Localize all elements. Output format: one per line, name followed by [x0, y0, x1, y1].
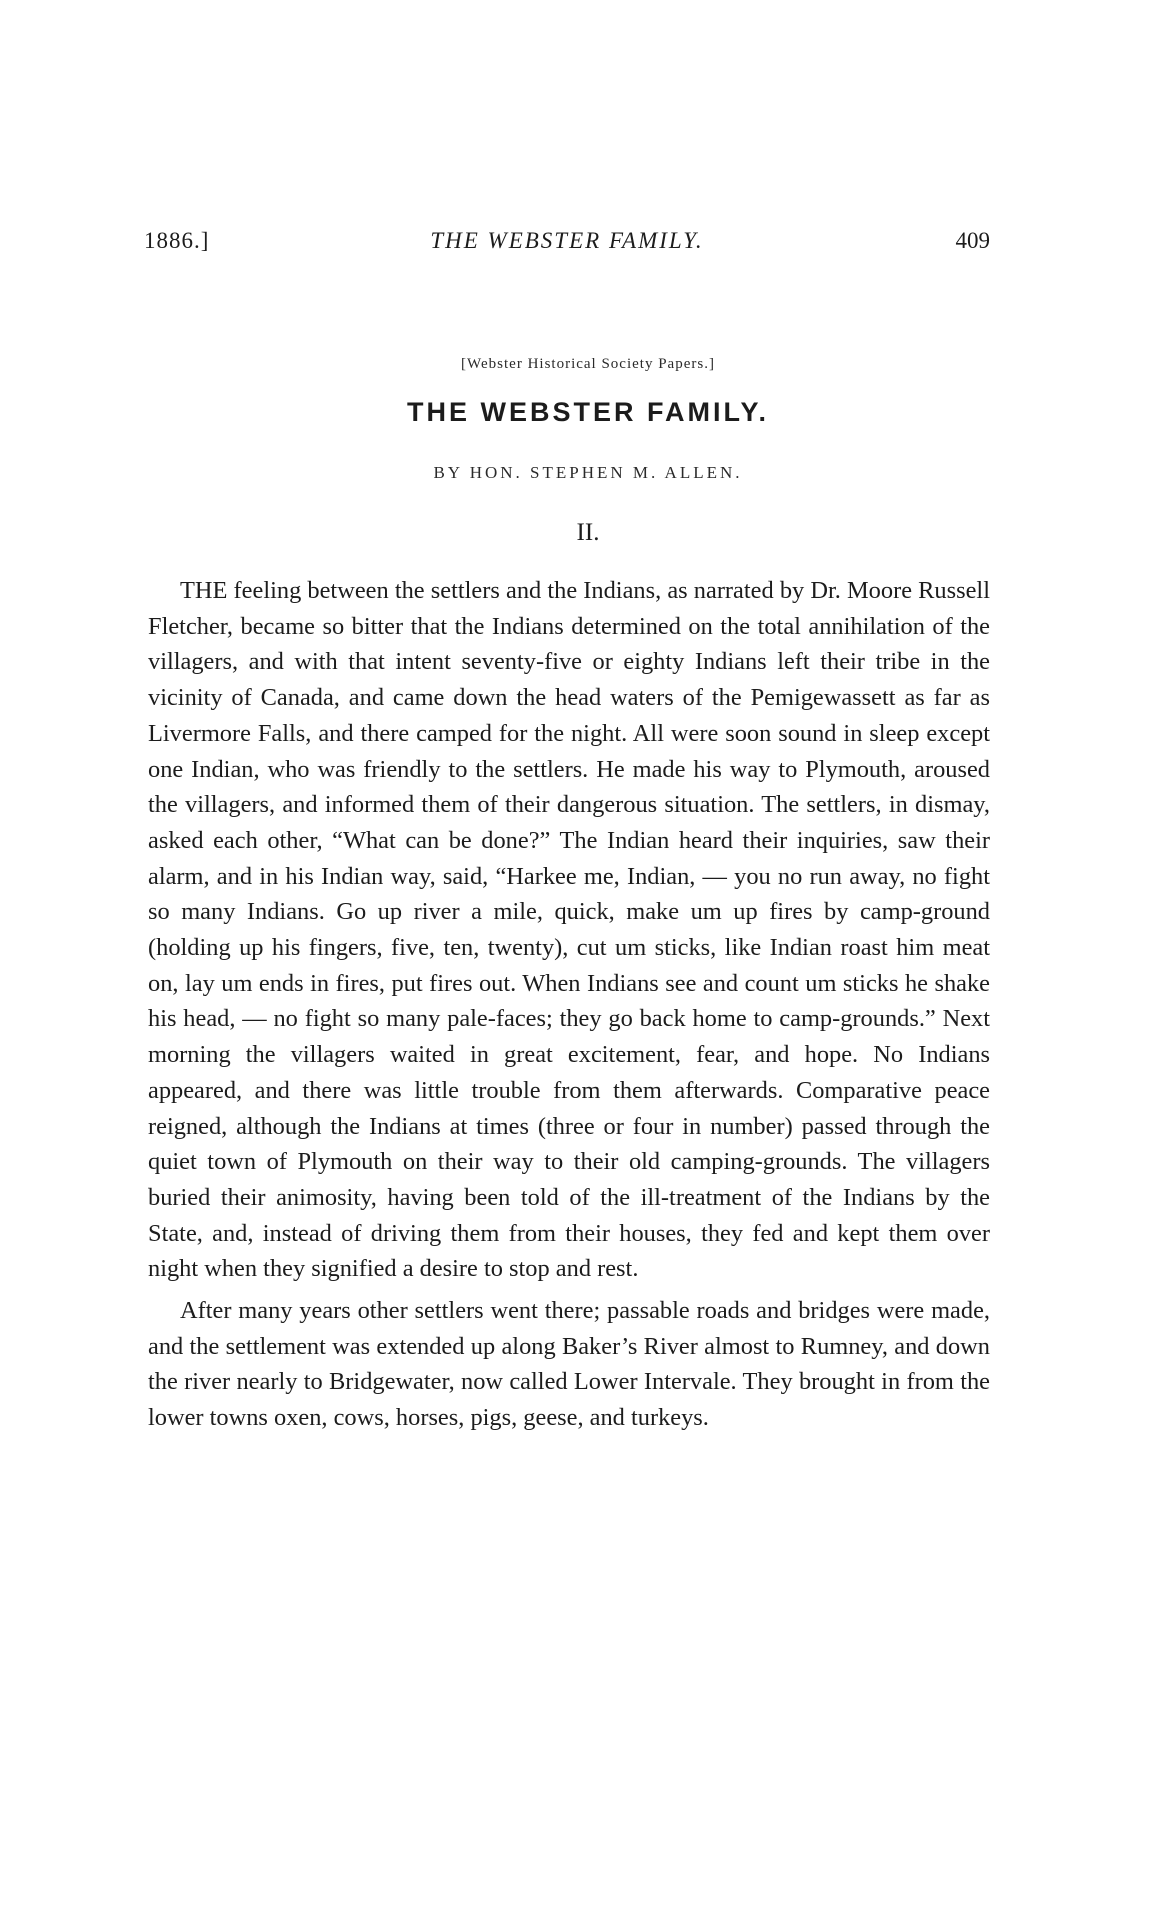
byline: BY HON. STEPHEN M. ALLEN.	[433, 463, 743, 482]
running-head	[144, 228, 990, 262]
page-number: 409	[955, 228, 990, 253]
paragraph-2: After many years other settlers went there; passable roads and bridges were made, and the settlement was extended up along Baker’s River almost to Rumney, and down the river nearly to Bridgewater, now called Lower Intervale. They brought in from the lower towns oxen, cows, horses, pigs, geese, and turkeys.	[148, 1297, 990, 1432]
paragraph-1: THE feeling between the settlers and the Indians, as narrated by Dr. Moore Russell Fletcher, became so bitter that the Indians determined on the total annihilation of the villagers, and with that intent seventy-five or eighty Indians left their tribe in the vicinity of Canada, and came down the head waters of the Pemigewassett as far as Livermore Falls, and there camped for the night. All were soon sound in sleep except one Indian, who was friendly to the settlers. He made his way to Plymouth, aroused the villagers, and informed them of their dangerous situation. The settlers, in dismay, asked each other, “What can be done?” The Indian heard their inquiries, saw their alarm, and in his Indian way, said, “Harkee me, Indian, — you no run away, no fight so many Indians. Go up river a mile, quick, make um up fires by camp-ground (holding up his fingers, five, ten, twenty), cut um sticks, like Indian roast him meat on, lay um ends in fires, put fires out. When Indians see and count um sticks he shake his head, — no fight so many pale-faces; they go back home to camp-grounds.” Next morning the villagers waited in great excitement, fear, and hope. No Indians appeared, and there was little trouble from them afterwards. Comparative peace reigned, although the Indians at times (three or four in number) passed through the quiet town of Plymouth on their way to their old camping-grounds. The villagers buried their animosity, having been told of the ill-treatment of the Indians by the State, and, instead of driving them from their houses, they fed and kept them over night when they signified a desire to stop and rest.	[148, 577, 990, 1283]
running-head-year: 1886.]	[144, 228, 210, 253]
article-body	[148, 573, 990, 1436]
running-head-title: THE WEBSTER FAMILY.	[430, 228, 704, 253]
section-number: II.	[576, 519, 600, 546]
source-note: [Webster Historical Society Papers.]	[461, 356, 715, 372]
article-title: THE WEBSTER FAMILY.	[406, 397, 770, 427]
